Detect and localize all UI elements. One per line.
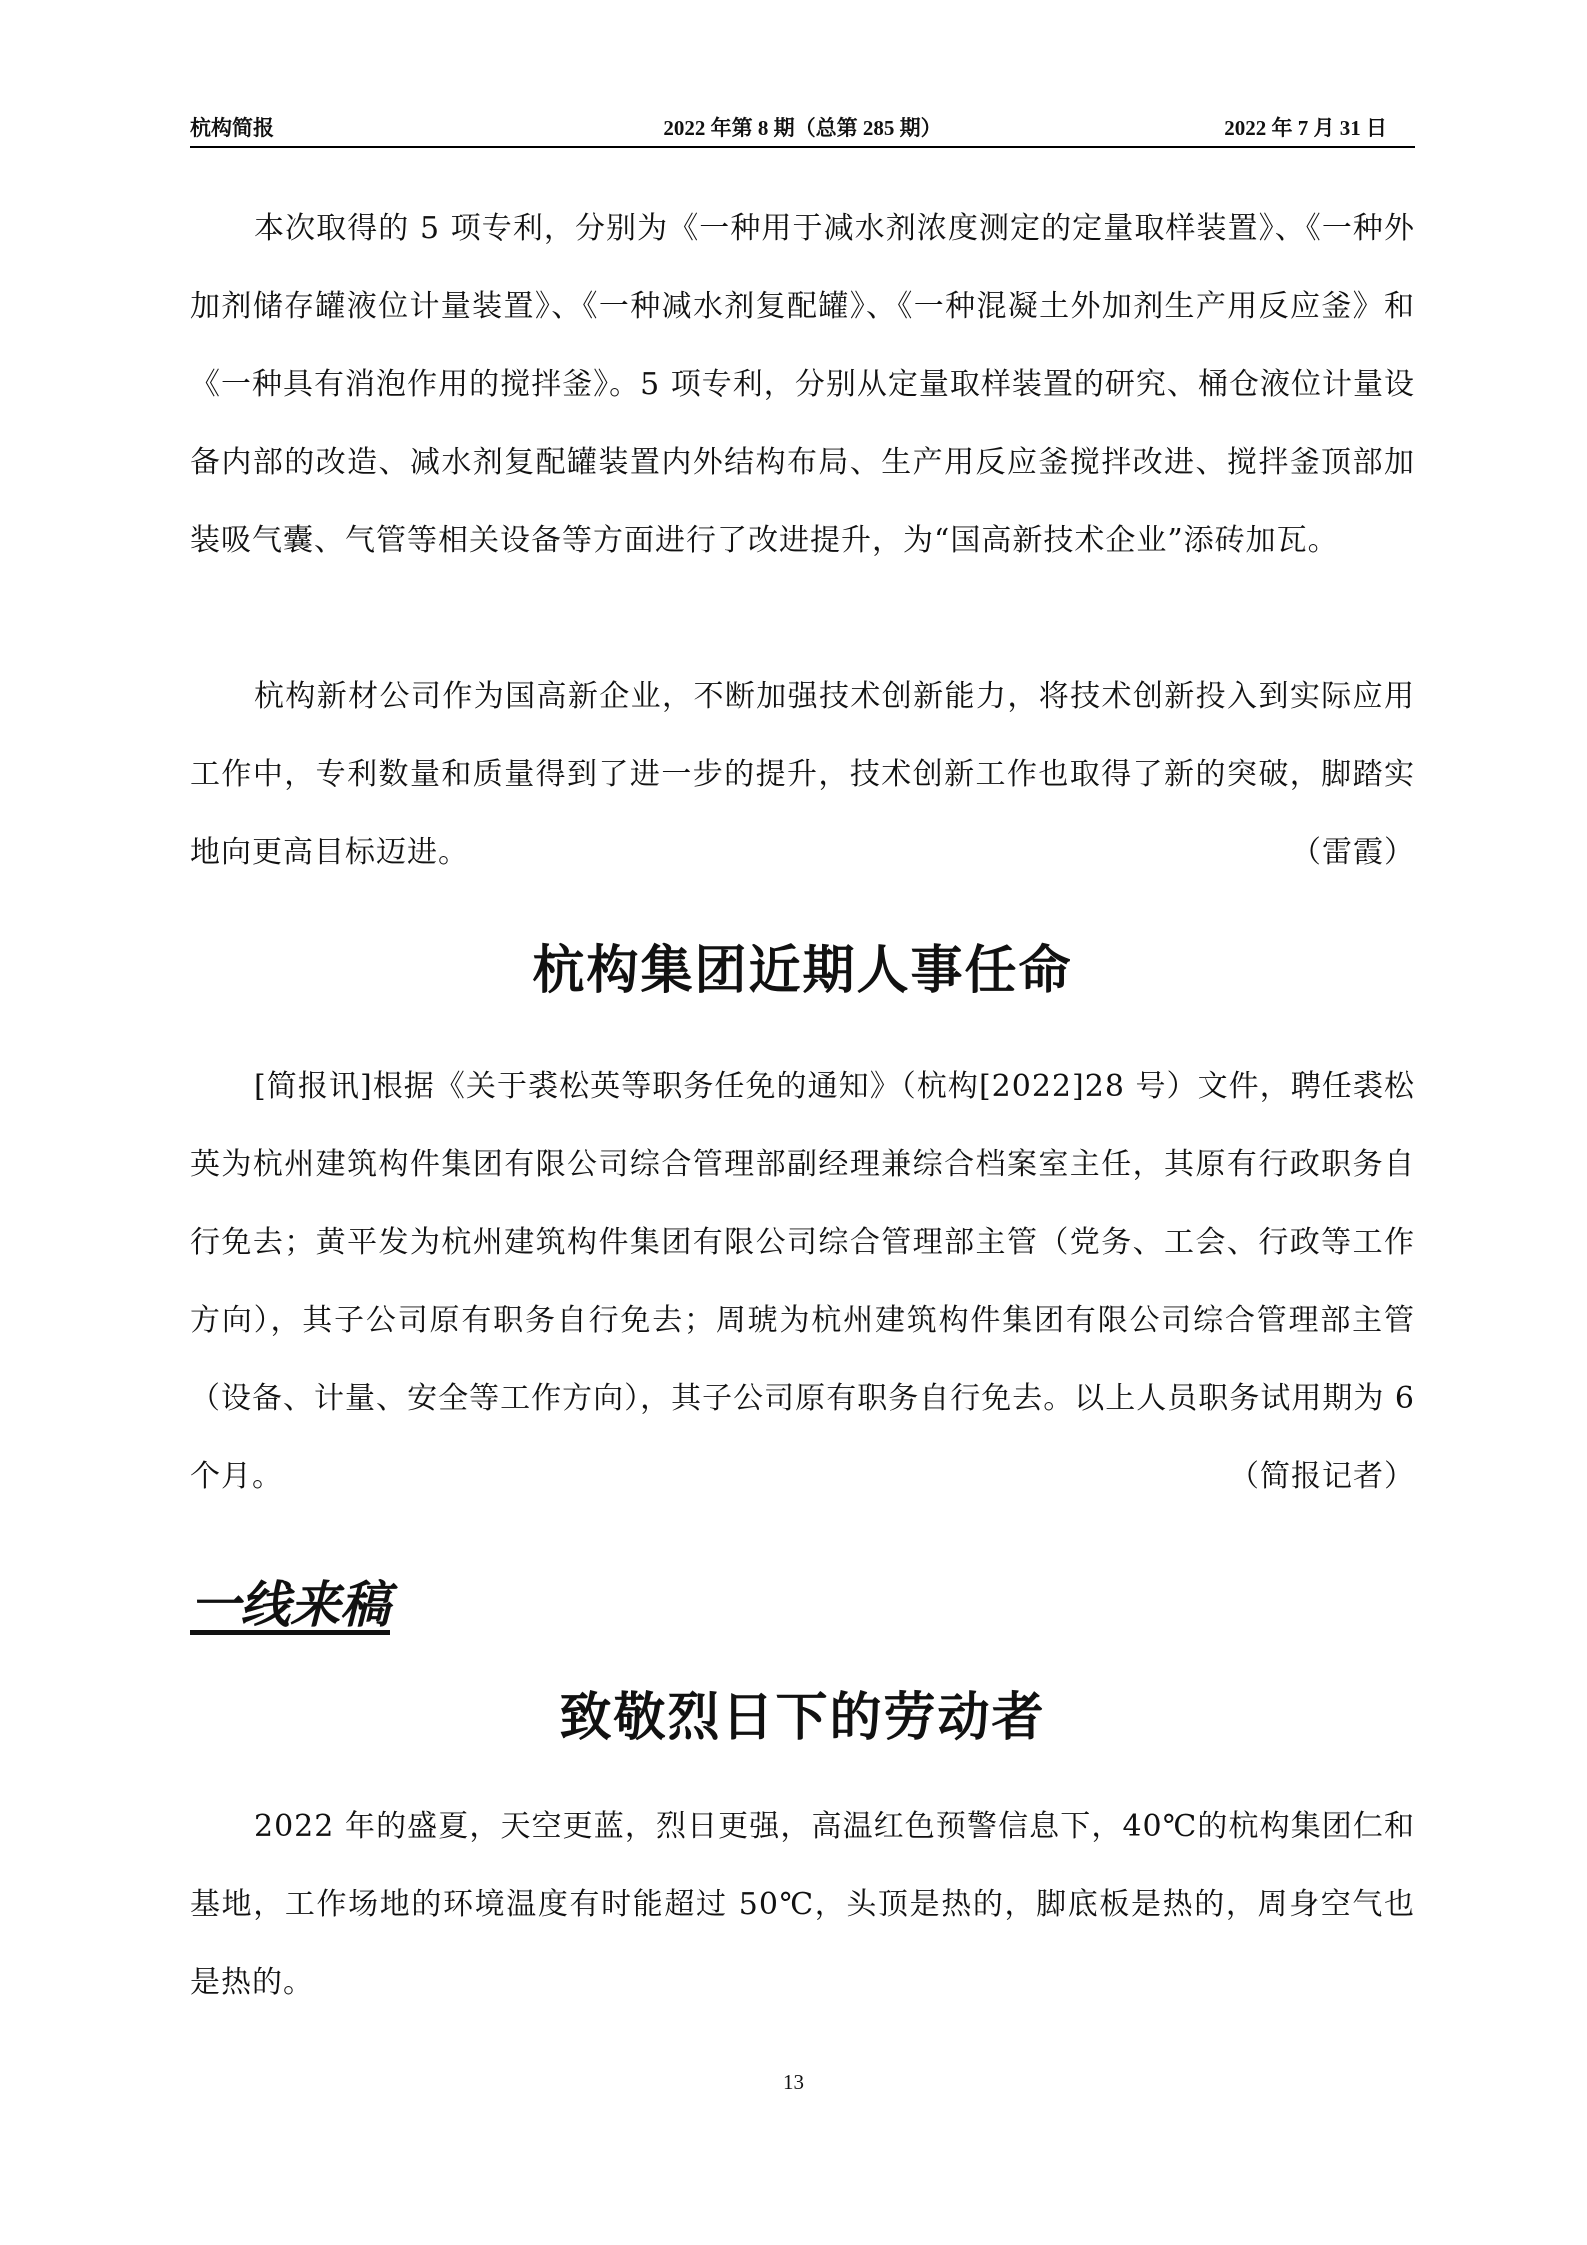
reporter-signature: （简报记者） — [1229, 1459, 1415, 1494]
paragraph-appointment — [190, 1048, 1415, 1516]
page-number: 13 — [783, 2070, 804, 2094]
paragraph-patents: 本次取得的 5 项专利，分别为《一种用于减水剂浓度测定的定量取样装置》、《一种外加剂储存罐液位计量装置》、《一种减水剂复配罐》、《一种混凝土外加剂生产用反应釜》和《一种具有消泡作用的搅拌釜》。5 项专利，分别从定量取样装置的研究、桶仓液位计量设备内部的改造、减水剂复配罐装置内外结构布局、生产用反应釜搅拌改进、搅拌釜顶部加装吸气囊、气管等相关设备等方面进行了改进提升，为“国高新技术企业”添砖加瓦。 — [190, 211, 1415, 558]
header-publication-name: 杭构简报 — [190, 116, 274, 140]
paragraph-innovation — [190, 658, 1415, 892]
header-issue-number: 2022 年第 8 期（总第 285 期） — [663, 116, 942, 140]
author-signature: （雷霞） — [1291, 835, 1415, 870]
paragraph-innovation-text: 杭构新材公司作为国高新企业，不断加强技术创新能力，将技术创新投入到实际应用工作中，专利数量和质量得到了进一步的提升，技术创新工作也取得了新的突破，脚踏实地向更高目标迈进。 — [190, 679, 1415, 870]
page-header — [190, 112, 1415, 148]
article-title-appointment: 杭构集团近期人事任命 — [532, 941, 1073, 1001]
header-date: 2022 年 7 月 31 日 — [1224, 116, 1387, 140]
paragraph-summer: 2022 年的盛夏，天空更蓝，烈日更强，高温红色预警信息下，40℃的杭构集团仁和基地，工作场地的环境温度有时能超过 50℃，头顶是热的，脚底板是热的，周身空气也是热的。 — [190, 1809, 1415, 2000]
article-title-workers: 致敬烈日下的劳动者 — [559, 1688, 1046, 1748]
section-heading: 一线来稿 — [190, 1576, 390, 1634]
paragraph-appointment-text: [简报讯]根据《关于裘松英等职务任免的通知》（杭构[2022]28 号）文件，聘任裘松英为杭州建筑构件集团有限公司综合管理部副经理兼综合档案室主任，其原有行政职务自行免去；黄平发为杭州建筑构件集团有限公司综合管理部主管（党务、工会、行政等工作方向），其子公司原有职务自行免去；周琥为杭州建筑构件集团有限公司综合管理部主管（设备、计量、安全等工作方向），其子公司原有职务自行免去。以上人员职务试用期为 6 个月。 — [190, 1069, 1415, 1494]
